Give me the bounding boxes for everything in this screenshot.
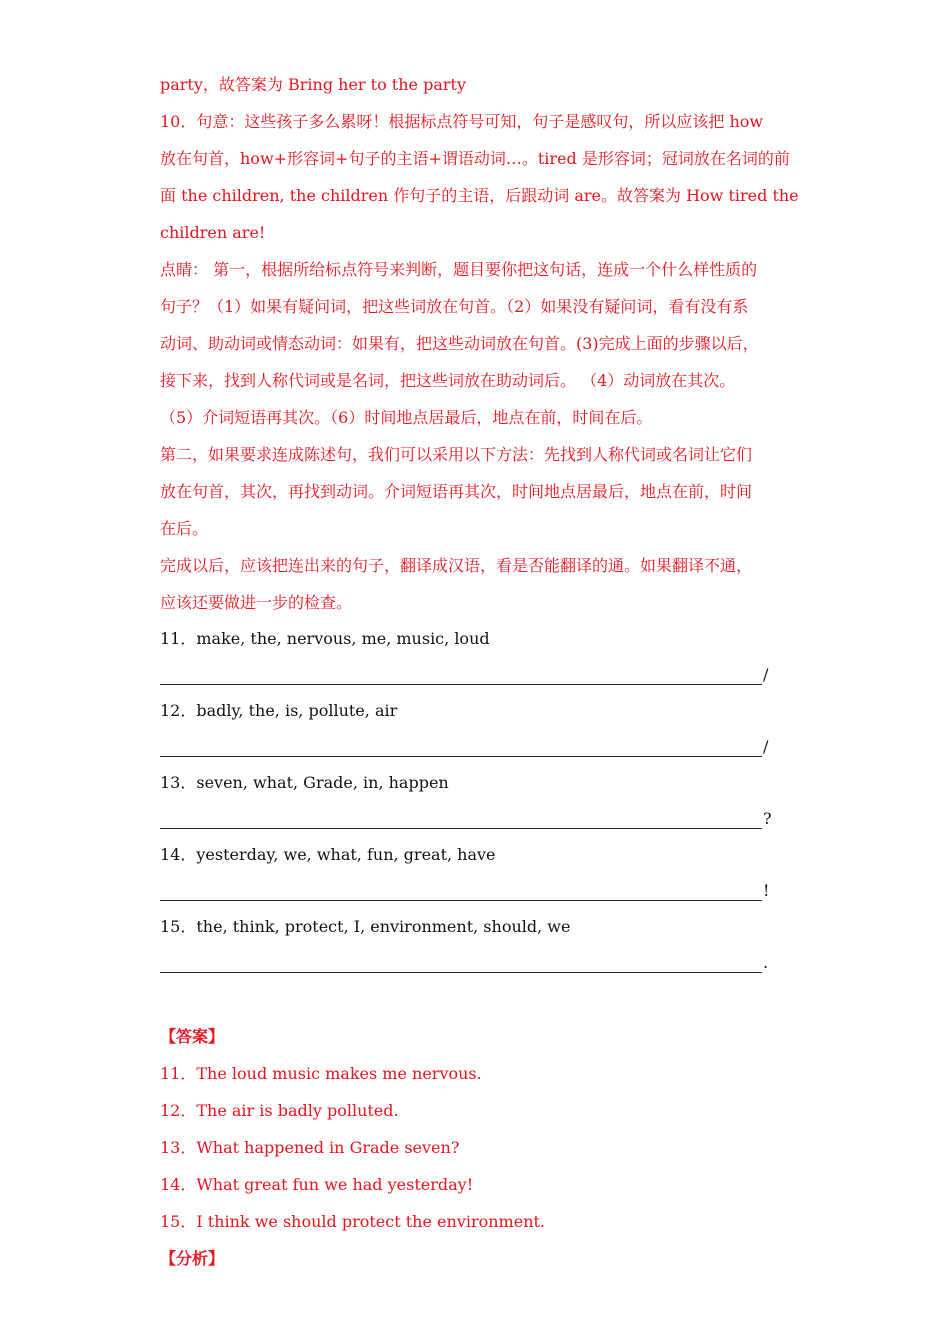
answer-blank[interactable]: [160, 873, 790, 909]
tip-line: 放在句首，其次，再找到动词。介词短语再其次，时间地点居最后，地点在前，时间: [160, 482, 753, 501]
tip-line: 第二，如果要求连成陈述句，我们可以采用以下方法：先找到人称代词或名词让它们: [160, 445, 753, 464]
end-punctuation: !: [763, 881, 770, 900]
question-item: [160, 765, 790, 837]
question-item: [160, 693, 790, 765]
question-prompt: 14．yesterday, we, what, fun, great, have: [160, 845, 496, 864]
end-punctuation: /: [763, 665, 769, 684]
end-punctuation: /: [763, 737, 769, 756]
tips-block: [160, 251, 790, 621]
tip-line: 接下来，找到人称代词或是名词，把这些词放在助动词后。 （4）动词放在其次。: [160, 371, 736, 390]
answer-item: 11．The loud music makes me nervous.: [160, 1064, 482, 1083]
question-item: [160, 621, 790, 693]
tip-line: 应该还要做进一步的检查。: [160, 593, 353, 612]
document-page: [160, 66, 799, 1277]
question-item: [160, 837, 790, 909]
answer-list: [160, 1055, 790, 1240]
analysis-line: 10．句意：这些孩子多么累呀！根据标点符号可知，句子是感叹句，所以应该把 how: [160, 112, 764, 131]
answer-blank[interactable]: [160, 657, 790, 693]
analysis-q10: [160, 103, 799, 251]
question-prompt: 15．the, think, protect, I, environment, should, we: [160, 917, 571, 936]
analysis-line: party，故答案为 Bring her to the party: [160, 75, 466, 94]
tip-line: 点睛： 第一，根据所给标点符号来判断，题目要你把这句话，连成一个什么样性质的: [160, 260, 758, 279]
question-prompt: 12．badly, the, is, pollute, air: [160, 701, 398, 720]
tip-line: 句子？（1）如果有疑问词，把这些词放在句首。（2）如果没有疑问词，看有没有系: [160, 297, 749, 316]
end-punctuation: ?: [763, 809, 772, 828]
tip-line: 动词、助动词或情态动词：如果有，把这些动词放在句首。(3)完成上面的步骤以后，: [160, 334, 759, 353]
question-item: [160, 909, 790, 981]
tip-line: 完成以后，应该把连出来的句子，翻译成汉语，看是否能翻译的通。如果翻译不通，: [160, 556, 753, 575]
question-prompt: 13．seven, what, Grade, in, happen: [160, 773, 449, 792]
analysis-line: children are!: [160, 223, 266, 242]
question-prompt: 11．make, the, nervous, me, music, loud: [160, 629, 490, 648]
end-punctuation: .: [763, 953, 769, 972]
answer-item: 15．I think we should protect the environment.: [160, 1212, 546, 1231]
analysis-line: 面 the children, the children 作句子的主语，后跟动词 are。故答案为 How tired the: [160, 186, 799, 205]
answer-blank[interactable]: [160, 945, 790, 981]
tip-line: 在后。: [160, 519, 209, 538]
analysis-line: 放在句首，how+形容词+句子的主语+谓语动词…。tired 是形容词；冠词放在名词的前: [160, 149, 790, 168]
answer-item: 12．The air is badly polluted.: [160, 1101, 399, 1120]
answer-heading: 【答案】: [160, 1027, 225, 1046]
analysis-heading: 【分析】: [160, 1249, 225, 1268]
answer-blank[interactable]: [160, 801, 790, 837]
tip-line: （5）介词短语再其次。（6）时间地点居最后，地点在前，时间在后。: [160, 408, 653, 427]
answer-blank[interactable]: [160, 729, 790, 765]
question-list: [160, 621, 790, 981]
answer-item: 14．What great fun we had yesterday!: [160, 1175, 474, 1194]
answer-item: 13．What happened in Grade seven?: [160, 1138, 460, 1157]
